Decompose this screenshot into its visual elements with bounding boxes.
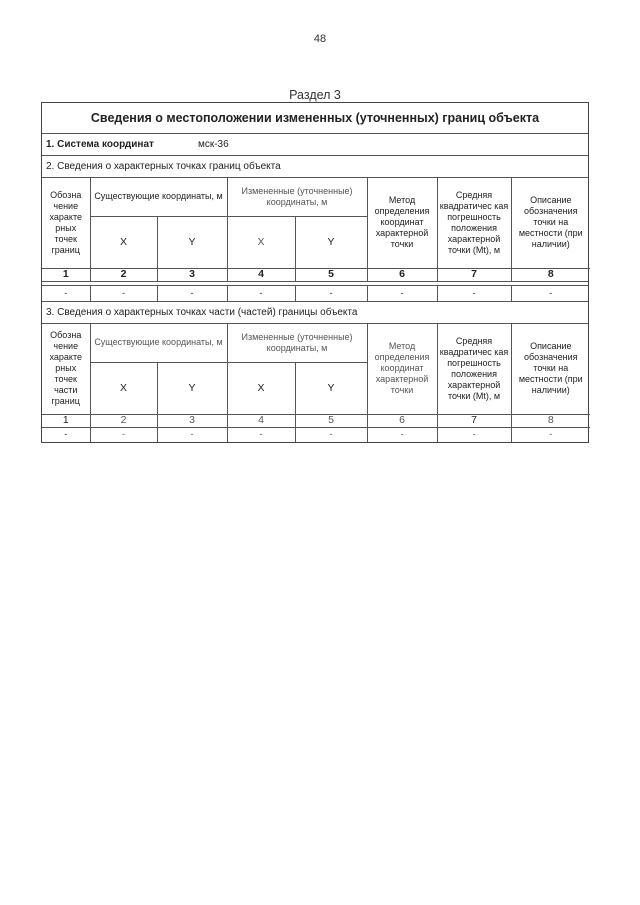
section2-table (42, 178, 590, 281)
changed-y-header: Y (295, 362, 367, 414)
page-number: 48 (313, 33, 327, 45)
col-error-header: Средняя квадратичес кая погрешность положения характерной точки (Mt), м (437, 324, 511, 414)
col-description-header: Описание обозначения точки на местности (при наличии) (511, 178, 590, 268)
section-label: Раздел 3 (289, 88, 341, 102)
col-method-header: Метод определения координат характерной точки (367, 178, 437, 268)
table-row (42, 427, 590, 442)
column-number: 2 (90, 268, 157, 281)
coordinate-system-row (42, 134, 588, 156)
existing-x-header: X (90, 216, 157, 268)
column-number: 5 (295, 268, 367, 281)
column-number-row (42, 268, 590, 281)
existing-y-header: Y (157, 362, 227, 414)
col-designation-header: Обозна чение характе рных точек части границ (42, 324, 90, 414)
coordinate-system-value: мск-36 (197, 139, 229, 150)
section3-heading: 3. Сведения о характерных точках части (частей) границы объекта (42, 301, 588, 324)
cell-value: - (511, 427, 590, 442)
col-method-header: Метод определения координат характерной точки (367, 324, 437, 414)
column-number: 8 (511, 268, 590, 281)
column-number: 8 (511, 414, 590, 427)
cell-value: - (437, 286, 511, 301)
col-error-header: Средняя квадратичес кая погрешность положения характерной точки (Mt), м (437, 178, 511, 268)
cell-value: - (227, 286, 295, 301)
col-existing-header: Существующие координаты, м (90, 324, 227, 362)
section2-heading: 2. Сведения о характерных точках границ объекта (42, 156, 588, 178)
cell-value: - (295, 286, 367, 301)
cell-value: - (437, 427, 511, 442)
column-number: 7 (437, 268, 511, 281)
changed-y-header: Y (295, 216, 367, 268)
cell-value: - (367, 427, 437, 442)
column-number: 6 (367, 414, 437, 427)
cell-value: - (90, 427, 157, 442)
changed-x-header: X (227, 362, 295, 414)
col-changed-header: Измененные (уточненные) координаты, м (227, 324, 367, 362)
col-description-header: Описание обозначения точки на местности (при наличии) (511, 324, 590, 414)
column-number: 4 (227, 414, 295, 427)
column-number: 1 (42, 268, 90, 281)
cell-value: - (90, 286, 157, 301)
col-designation-header: Обозна чение характе рных точек границ (42, 178, 90, 268)
section2-values-table (42, 286, 590, 301)
cell-value: - (511, 286, 590, 301)
column-number: 5 (295, 414, 367, 427)
cell-value: - (157, 427, 227, 442)
existing-x-header: X (90, 362, 157, 414)
column-number: 4 (227, 268, 295, 281)
existing-y-header: Y (157, 216, 227, 268)
cell-value: - (367, 286, 437, 301)
table-row (42, 286, 590, 301)
coordinate-system-label: 1. Система координат (46, 139, 154, 150)
column-number: 1 (42, 414, 90, 427)
cell-value: - (42, 286, 90, 301)
section3-table (42, 324, 590, 442)
col-existing-header: Существующие координаты, м (90, 178, 227, 216)
column-number: 3 (157, 268, 227, 281)
form-title: Сведения о местоположении измененных (уточненных) границ объекта (42, 103, 588, 134)
column-number: 3 (157, 414, 227, 427)
column-number: 2 (90, 414, 157, 427)
cell-value: - (227, 427, 295, 442)
cell-value: - (157, 286, 227, 301)
changed-x-header: X (227, 216, 295, 268)
column-number: 6 (367, 268, 437, 281)
col-changed-header: Измененные (уточненные) координаты, м (227, 178, 367, 216)
column-number-row (42, 414, 590, 427)
section-form (41, 102, 589, 443)
cell-value: - (42, 427, 90, 442)
column-number: 7 (437, 414, 511, 427)
cell-value: - (295, 427, 367, 442)
